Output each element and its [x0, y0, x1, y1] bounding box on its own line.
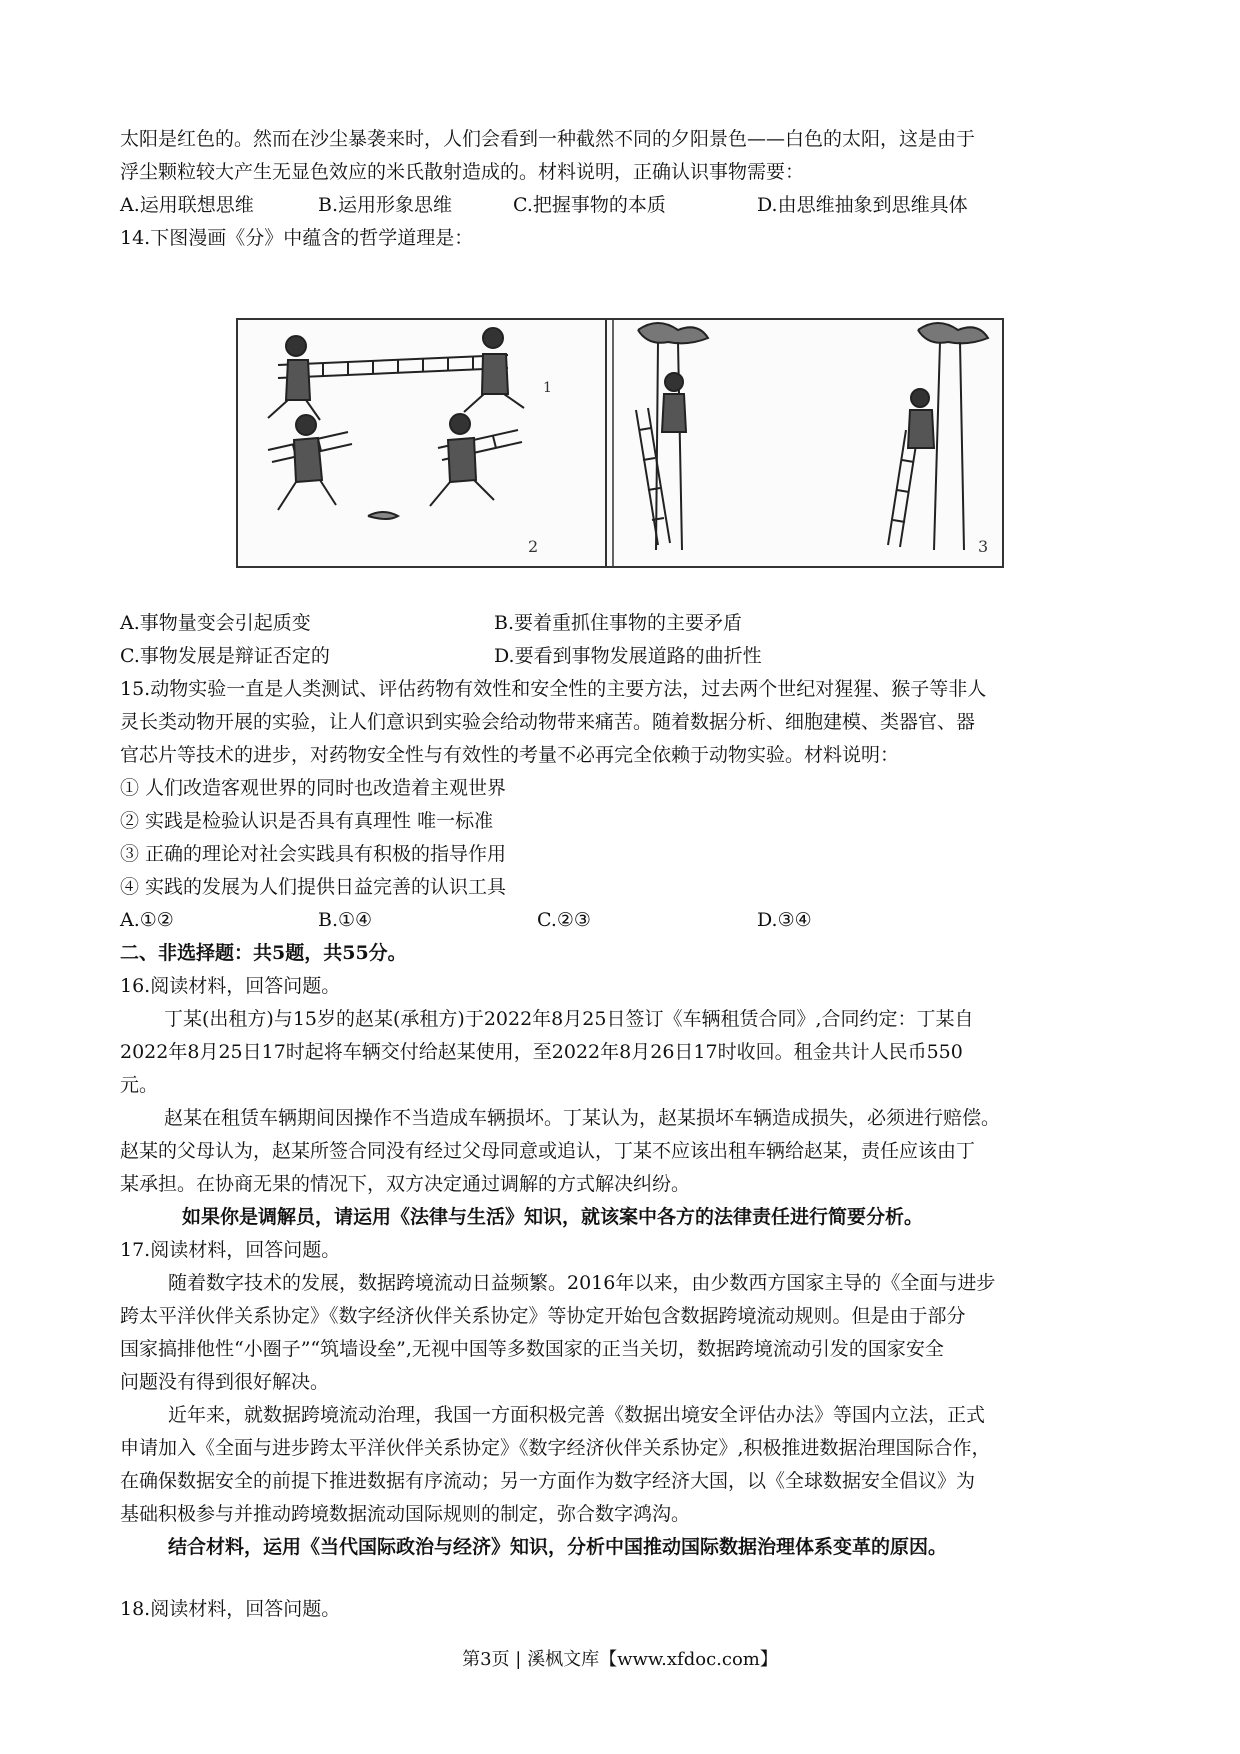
comic-fen-illustration [236, 318, 1004, 568]
q15-statement-1: ① 人们改造客观世界的同时也改造着主观世界 [120, 777, 507, 799]
q15-option-d: D.③④ [757, 909, 812, 931]
q15-text-line-1: 15.动物实验一直是人类测试、评估药物有效性和安全性的主要方法，过去两个世纪对猩猩、猴子等非人 [120, 678, 987, 700]
q17-text-line-4: 问题没有得到很好解决。 [120, 1371, 330, 1393]
q16-text-line-6: 某承担。在协商无果的情况下，双方决定通过调解的方式解决纠纷。 [120, 1173, 691, 1195]
q17-text-line-8: 基础积极参与并推动跨境数据流动国际规则的制定，弥合数字鸿沟。 [120, 1503, 691, 1525]
q16-text-line-4: 赵某在租赁车辆期间因操作不当造成车辆损坏。丁某认为，赵某损坏车辆造成损失，必须进行赔偿。 [164, 1107, 1001, 1129]
q13-text-line-2: 浮尘颗粒较大产生无显色效应的米氏散射造成的。材料说明，正确认识事物需要： [120, 161, 805, 183]
q16-text-line-2: 2022年8月25日17时起将车辆交付给赵某使用，至2022年8月26日17时收回。租金共计人民币550 [120, 1041, 963, 1063]
panel-1-number: 1 [543, 380, 552, 396]
q14-question: 14.下图漫画《分》中蕴含的哲学道理是： [120, 227, 474, 249]
q17-text-line-2: 跨太平洋伙伴关系协定》《数字经济伙伴关系协定》等协定开始包含数据跨境流动规则。但是由于部分 [120, 1305, 966, 1327]
panel-3-number: 3 [978, 537, 989, 556]
q14-option-d: D.要看到事物发展道路的曲折性 [494, 645, 762, 667]
q15-statement-2: ② 实践是检验认识是否具有真理性 唯一标准 [120, 810, 494, 832]
page-footer: 第3页 | 溪枫文库【www.xfdoc.com】 [462, 1649, 778, 1670]
q17-text-line-1: 随着数字技术的发展，数据跨境流动日益频繁。2016年以来，由少数西方国家主导的《全面与进步 [168, 1272, 996, 1294]
q17-text-line-6: 申请加入《全面与进步跨太平洋伙伴关系协定》《数字经济伙伴关系协定》,积极推进数据治理国际合作， [120, 1437, 991, 1459]
q15-text-line-3: 官芯片等技术的进步，对药物安全性与有效性的考量不必再完全依赖于动物实验。材料说明： [120, 744, 900, 766]
q16-text-line-3: 元。 [120, 1074, 159, 1096]
q15-option-c: C.②③ [537, 909, 591, 931]
q16-text-line-1: 丁某(出租方)与15岁的赵某(承租方)于2022年8月25日签订《车辆租赁合同》,合同约定：丁某自 [164, 1008, 974, 1030]
q15-text-line-2: 灵长类动物开展的实验，让人们意识到实验会给动物带来痛苦。随着数据分析、细胞建模、类器官、器 [120, 711, 976, 733]
q17-heading: 17.阅读材料，回答问题。 [120, 1239, 341, 1261]
q15-statement-4: ④ 实践的发展为人们提供日益完善的认识工具 [120, 876, 507, 898]
comic-drawing [238, 320, 1002, 566]
q18-heading: 18.阅读材料，回答问题。 [120, 1598, 341, 1620]
q17-text-line-3: 国家搞排他性“小圈子”“筑墙设垒”,无视中国等多数国家的正当关切，数据跨境流动引发的国家安全 [120, 1338, 944, 1360]
q15-statement-3: ③ 正确的理论对社会实践具有积极的指导作用 [120, 843, 507, 865]
q17-text-line-5: 近年来，就数据跨境流动治理，我国一方面积极完善《数据出境安全评估办法》等国内立法，正式 [168, 1404, 986, 1426]
q13-option-c: C.把握事物的本质 [513, 194, 666, 216]
q13-option-a: A.运用联想思维 [120, 194, 254, 216]
q14-option-c: C.事物发展是辩证否定的 [120, 645, 330, 667]
q16-heading: 16.阅读材料，回答问题。 [120, 975, 341, 997]
q13-option-d: D.由思维抽象到思维具体 [757, 194, 968, 216]
panel-2-number: 2 [528, 537, 539, 556]
q14-option-b: B.要着重抓住事物的主要矛盾 [494, 612, 743, 634]
q17-task: 结合材料，运用《当代国际政治与经济》知识，分析中国推动国际数据治理体系变革的原因。 [168, 1536, 948, 1558]
q14-option-a: A.事物量变会引起质变 [120, 612, 311, 634]
q15-option-b: B.①④ [318, 909, 373, 931]
q15-option-a: A.①② [120, 909, 174, 931]
q13-option-b: B.运用形象思维 [318, 194, 453, 216]
q17-text-line-7: 在确保数据安全的前提下推进数据有序流动；另一方面作为数字经济大国，以《全球数据安全倡议》为 [120, 1470, 976, 1492]
q16-task: 如果你是调解员，请运用《法律与生活》知识，就该案中各方的法律责任进行简要分析。 [182, 1206, 924, 1228]
section-2-title: 二、非选择题：共5题，共55分。 [120, 942, 407, 964]
q16-text-line-5: 赵某的父母认为，赵某所签合同没有经过父母同意或追认，丁某不应该出租车辆给赵某，责任应该由丁 [120, 1140, 976, 1162]
q13-text-line-1: 太阳是红色的。然而在沙尘暴袭来时，人们会看到一种截然不同的夕阳景色——白色的太阳，这是由于 [120, 128, 976, 150]
